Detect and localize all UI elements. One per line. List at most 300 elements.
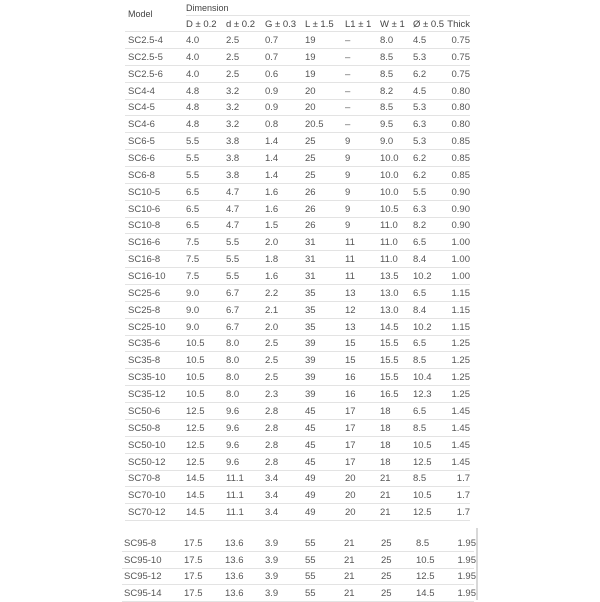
cell-thick: 1.25 [451, 338, 470, 350]
cell-thick: 1.95 [457, 587, 476, 599]
cell-l1: 12 [345, 304, 356, 316]
cell-phi: 8.5 [413, 422, 427, 434]
cell-d-inner: 5.5 [226, 271, 240, 283]
cell-d-outer: 4.0 [186, 35, 200, 46]
cell-model: SC25-8 [128, 304, 161, 316]
cell-w: 10.0 [380, 186, 399, 198]
cell-thick: 0.90 [451, 186, 470, 198]
cell-d-outer: 12.5 [186, 456, 205, 468]
cell-g: 1.6 [265, 186, 279, 198]
cell-phi: 6.2 [413, 68, 427, 80]
cell-d-inner: 13.6 [225, 571, 244, 582]
column-header-d-inner: d ± 0.2 [226, 19, 255, 30]
cell-thick: 0.85 [451, 169, 470, 181]
column-header-l: L ± 1.5 [305, 19, 334, 30]
cell-w: 10.5 [380, 203, 399, 215]
cell-thick: 1.95 [457, 538, 476, 549]
column-header-d-outer: D ± 0.2 [186, 19, 217, 30]
cell-l: 25 [305, 169, 316, 181]
cell-phi: 10.2 [413, 321, 432, 333]
cell-g: 2.8 [265, 405, 279, 417]
cell-g: 1.4 [265, 153, 279, 165]
cell-l: 31 [305, 271, 316, 283]
cell-model: SC25-10 [128, 321, 166, 333]
cell-g: 1.8 [265, 254, 279, 266]
cell-d-inner: 2.5 [226, 51, 240, 63]
cell-l1: 9 [345, 169, 351, 181]
cell-thick: 1.25 [451, 389, 470, 401]
cell-phi: 10.4 [413, 372, 432, 384]
column-header-phi: Ø ± 0.5 [413, 19, 445, 30]
table-row [125, 183, 470, 201]
cell-model: SC4-6 [128, 119, 155, 131]
cell-w: 8.0 [380, 35, 394, 46]
cell-l: 55 [305, 554, 316, 566]
cell-model: SC95-10 [124, 554, 162, 566]
cell-model: SC10-8 [128, 220, 161, 232]
cell-l1: – [345, 51, 351, 63]
cell-d-inner: 8.0 [226, 355, 240, 367]
cell-model: SC95-12 [124, 571, 162, 582]
cell-g: 0.9 [265, 85, 279, 97]
table-row [125, 385, 470, 403]
cell-phi: 12.5 [413, 507, 432, 519]
cell-l: 35 [305, 304, 316, 316]
cell-d-outer: 9.0 [186, 287, 200, 299]
cell-w: 18 [380, 456, 391, 468]
cell-d-inner: 4.7 [226, 220, 240, 232]
cell-d-inner: 3.2 [226, 102, 240, 114]
cell-l1: 17 [345, 456, 356, 468]
cell-l1: 9 [345, 186, 351, 198]
table-row [122, 551, 474, 569]
cell-d-outer: 10.5 [186, 389, 205, 401]
cell-d-outer: 5.5 [186, 169, 200, 181]
table-row [125, 82, 470, 100]
table-row [125, 334, 470, 352]
cell-l: 39 [305, 338, 316, 350]
cell-g: 3.4 [265, 473, 279, 485]
cell-thick: 1.25 [451, 372, 470, 384]
cell-l1: 20 [345, 490, 356, 502]
cell-l: 19 [305, 68, 316, 80]
cell-g: 0.6 [265, 68, 279, 80]
cell-d-inner: 11.1 [226, 473, 244, 485]
column-header-w: W ± 1 [380, 19, 405, 30]
cell-l1: – [345, 119, 351, 131]
cell-phi: 8.5 [416, 538, 430, 549]
cell-l: 25 [305, 136, 316, 148]
cell-w: 11.0 [380, 237, 398, 249]
cell-d-outer: 17.5 [184, 571, 203, 582]
cell-phi: 6.3 [413, 203, 427, 215]
cell-w: 18 [380, 422, 391, 434]
cell-l1: 21 [344, 538, 355, 549]
cell-l: 39 [305, 372, 316, 384]
cell-d-outer: 14.5 [186, 507, 205, 519]
cell-d-inner: 8.0 [226, 372, 240, 384]
cell-phi: 5.3 [413, 51, 427, 63]
cell-phi: 5.3 [413, 102, 427, 114]
cell-l: 45 [305, 405, 316, 417]
cell-phi: 6.2 [413, 169, 427, 181]
cell-l: 49 [305, 473, 316, 485]
cell-l: 45 [305, 456, 316, 468]
cell-d-inner: 6.7 [226, 321, 240, 333]
cell-phi: 8.4 [413, 304, 427, 316]
cell-d-inner: 2.5 [226, 35, 240, 46]
cell-d-inner: 6.7 [226, 287, 240, 299]
cell-g: 2.8 [265, 456, 279, 468]
cell-d-outer: 17.5 [184, 587, 203, 599]
cell-w: 11.0 [380, 254, 398, 266]
cell-thick: 1.45 [451, 422, 470, 434]
cell-thick: 1.45 [451, 439, 470, 451]
cell-w: 11.0 [380, 220, 398, 232]
cell-thick: 1.45 [451, 456, 470, 468]
cell-d-inner: 3.2 [226, 85, 240, 97]
cell-l: 26 [305, 203, 316, 215]
cell-g: 0.7 [265, 35, 279, 46]
cell-model: SC50-12 [128, 456, 166, 468]
cell-thick: 1.95 [457, 554, 476, 566]
cell-g: 1.6 [265, 203, 279, 215]
cell-model: SC2.5-4 [128, 35, 163, 46]
table-row [125, 453, 470, 471]
cell-l1: 21 [344, 587, 355, 599]
cell-g: 2.5 [265, 372, 279, 384]
table-row [125, 200, 470, 218]
cell-l1: 20 [345, 473, 356, 485]
cell-phi: 6.5 [413, 338, 427, 350]
cell-model: SC70-12 [128, 507, 166, 519]
table-row [125, 233, 470, 251]
table-row [122, 567, 474, 585]
cell-phi: 6.5 [413, 287, 427, 299]
cell-phi: 14.5 [416, 587, 435, 599]
table-row [125, 132, 470, 150]
cell-d-inner: 3.2 [226, 119, 240, 131]
cell-model: SC4-4 [128, 85, 155, 97]
cell-thick: 1.15 [451, 321, 470, 333]
cell-d-outer: 12.5 [186, 405, 205, 417]
cell-d-inner: 9.6 [226, 405, 240, 417]
cell-d-outer: 4.0 [186, 51, 200, 63]
table-row [125, 284, 470, 302]
cell-thick: 1.7 [456, 507, 470, 519]
cell-g: 2.0 [265, 321, 279, 333]
cell-l1: 15 [345, 338, 356, 350]
table-row [125, 149, 470, 167]
cell-l1: 17 [345, 422, 356, 434]
cell-d-outer: 6.5 [186, 186, 200, 198]
cell-d-inner: 9.6 [226, 439, 240, 451]
cell-g: 1.4 [265, 136, 279, 148]
cell-model: SC6-6 [128, 153, 155, 165]
table-row [125, 31, 470, 49]
cell-w: 10.0 [380, 153, 399, 165]
cell-l: 25 [305, 153, 316, 165]
divider-line [476, 528, 478, 600]
cell-phi: 6.5 [413, 237, 427, 249]
cell-d-outer: 17.5 [184, 554, 203, 566]
cell-model: SC95-14 [124, 587, 162, 599]
cell-model: SC16-6 [128, 237, 161, 249]
cell-d-inner: 13.6 [225, 538, 244, 549]
cell-w: 13.5 [380, 271, 399, 283]
cell-model: SC35-10 [128, 372, 166, 384]
cell-l1: 11 [345, 254, 355, 266]
header-dimension: Dimension [186, 3, 229, 13]
cell-model: SC25-6 [128, 287, 161, 299]
cell-d-outer: 7.5 [186, 254, 200, 266]
cell-g: 1.6 [265, 271, 279, 283]
cell-d-inner: 9.6 [226, 422, 240, 434]
cell-d-outer: 6.5 [186, 203, 200, 215]
cell-thick: 0.85 [451, 136, 470, 148]
cell-l: 20.5 [305, 119, 324, 131]
cell-model: SC35-12 [128, 389, 166, 401]
cell-d-inner: 11.1 [226, 490, 244, 502]
cell-d-inner: 11.1 [226, 507, 244, 519]
cell-phi: 4.5 [413, 85, 427, 97]
cell-model: SC35-8 [128, 355, 161, 367]
cell-thick: 0.75 [451, 51, 470, 63]
cell-g: 3.4 [265, 490, 279, 502]
cell-l1: 20 [345, 507, 356, 519]
cell-d-inner: 8.0 [226, 338, 240, 350]
cell-l: 49 [305, 507, 316, 519]
cell-w: 15.5 [380, 355, 399, 367]
column-header-thick: Thick [447, 19, 470, 30]
cell-l: 55 [305, 538, 316, 549]
cell-l1: 9 [345, 136, 351, 148]
table-row [122, 534, 474, 552]
cell-model: SC16-8 [128, 254, 161, 266]
cell-g: 3.4 [265, 507, 279, 519]
cell-w: 15.5 [380, 372, 399, 384]
cell-thick: 1.00 [451, 254, 470, 266]
cell-model: SC70-8 [128, 473, 161, 485]
cell-l: 26 [305, 220, 316, 232]
cell-l: 31 [305, 254, 316, 266]
cell-l: 35 [305, 321, 316, 333]
cell-w: 25 [381, 554, 392, 566]
cell-d-inner: 2.5 [226, 68, 240, 80]
cell-l: 45 [305, 422, 316, 434]
cell-l1: 17 [345, 405, 356, 417]
cell-thick: 1.00 [451, 237, 470, 249]
cell-thick: 0.85 [451, 153, 470, 165]
cell-l1: 16 [345, 372, 356, 384]
table-row [125, 65, 470, 83]
cell-w: 14.5 [380, 321, 399, 333]
cell-w: 21 [380, 507, 391, 519]
cell-d-outer: 4.8 [186, 102, 200, 114]
cell-d-inner: 3.8 [226, 153, 240, 165]
cell-g: 2.0 [265, 237, 279, 249]
table-row [125, 402, 470, 420]
cell-g: 2.5 [265, 338, 279, 350]
table-row [125, 351, 470, 369]
table-row [125, 469, 470, 487]
cell-w: 13.0 [380, 287, 399, 299]
cell-d-inner: 4.7 [226, 186, 240, 198]
cell-l: 45 [305, 439, 316, 451]
cell-phi: 8.2 [413, 220, 427, 232]
cell-g: 3.9 [265, 571, 279, 582]
cell-d-outer: 7.5 [186, 271, 200, 283]
cell-l1: 11 [345, 237, 355, 249]
cell-g: 0.8 [265, 119, 279, 131]
cell-phi: 10.2 [413, 271, 432, 283]
cell-thick: 1.7 [456, 490, 470, 502]
cell-d-outer: 4.8 [186, 119, 200, 131]
cell-w: 25 [381, 571, 392, 582]
cell-l: 55 [305, 587, 316, 599]
cell-d-outer: 5.5 [186, 136, 200, 148]
table-row [125, 250, 470, 268]
cell-model: SC50-10 [128, 439, 166, 451]
cell-model: SC16-10 [128, 271, 166, 283]
cell-model: SC95-8 [124, 538, 157, 549]
cell-phi: 8.5 [413, 473, 427, 485]
table-row [122, 584, 474, 602]
cell-d-outer: 7.5 [186, 237, 200, 249]
cell-l: 19 [305, 51, 316, 63]
column-header-l1: L1 ± 1 [345, 19, 372, 30]
cell-w: 15.5 [380, 338, 399, 350]
cell-w: 18 [380, 405, 391, 417]
cell-g: 1.5 [265, 220, 279, 232]
cell-phi: 6.5 [413, 405, 427, 417]
cell-l: 55 [305, 571, 316, 582]
cell-l: 31 [305, 237, 316, 249]
cell-d-outer: 9.0 [186, 321, 200, 333]
cell-w: 25 [381, 587, 392, 599]
cell-d-outer: 10.5 [186, 338, 205, 350]
cell-d-outer: 10.5 [186, 372, 205, 384]
cell-g: 0.9 [265, 102, 279, 114]
cell-l1: 16 [345, 389, 356, 401]
cell-l1: – [345, 68, 351, 80]
cell-g: 3.9 [265, 587, 279, 599]
cell-model: SC6-5 [128, 136, 155, 148]
cell-d-outer: 4.0 [186, 68, 200, 80]
cell-model: SC50-8 [128, 422, 161, 434]
cell-d-outer: 6.5 [186, 220, 200, 232]
table-row [125, 48, 470, 66]
cell-l1: 9 [345, 153, 351, 165]
cell-phi: 8.5 [413, 355, 427, 367]
cell-thick: 1.95 [457, 571, 476, 582]
cell-l1: 15 [345, 355, 356, 367]
table-row [125, 419, 470, 437]
cell-thick: 0.90 [451, 203, 470, 215]
cell-phi: 6.3 [413, 119, 427, 131]
cell-d-outer: 10.5 [186, 355, 205, 367]
column-header-row [125, 16, 470, 32]
cell-d-outer: 9.0 [186, 304, 200, 316]
cell-l1: 9 [345, 220, 351, 232]
cell-thick: 1.7 [456, 473, 470, 485]
cell-l1: – [345, 35, 351, 46]
cell-g: 3.9 [265, 554, 279, 566]
cell-g: 2.1 [265, 304, 279, 316]
cell-w: 25 [381, 538, 392, 549]
cell-phi: 8.4 [413, 254, 427, 266]
cell-w: 21 [380, 490, 391, 502]
cell-thick: 0.90 [451, 220, 470, 232]
cell-l: 39 [305, 389, 316, 401]
cell-d-inner: 8.0 [226, 389, 240, 401]
cell-w: 10.0 [380, 169, 399, 181]
cell-thick: 1.45 [451, 405, 470, 417]
table-row [125, 166, 470, 184]
cell-w: 8.2 [380, 85, 394, 97]
cell-phi: 12.5 [413, 456, 432, 468]
cell-l1: 13 [345, 321, 356, 333]
cell-d-inner: 13.6 [225, 554, 244, 566]
cell-w: 16.5 [380, 389, 399, 401]
cell-model: SC35-6 [128, 338, 161, 350]
cell-thick: 1.15 [451, 304, 470, 316]
cell-w: 9.5 [380, 119, 394, 131]
cell-thick: 1.25 [451, 355, 470, 367]
cell-g: 3.9 [265, 538, 279, 549]
cell-g: 0.7 [265, 51, 279, 63]
cell-phi: 12.3 [413, 389, 432, 401]
cell-w: 8.5 [380, 51, 394, 63]
cell-l1: 13 [345, 287, 356, 299]
cell-d-inner: 6.7 [226, 304, 240, 316]
cell-model: SC2.5-5 [128, 51, 163, 63]
cell-w: 21 [380, 473, 391, 485]
cell-thick: 0.80 [451, 119, 470, 131]
cell-l: 20 [305, 85, 316, 97]
cell-d-inner: 9.6 [226, 456, 240, 468]
cell-w: 13.0 [380, 304, 399, 316]
table-row [125, 98, 470, 116]
cell-d-inner: 5.5 [226, 237, 240, 249]
cell-l: 49 [305, 490, 316, 502]
cell-thick: 1.00 [451, 271, 470, 283]
table-row [125, 115, 470, 133]
cell-l1: 9 [345, 203, 351, 215]
cell-l1: 11 [345, 271, 355, 283]
cell-thick: 0.80 [451, 102, 470, 114]
table-row [125, 486, 470, 504]
cell-g: 2.5 [265, 355, 279, 367]
cell-phi: 10.5 [416, 554, 435, 566]
cell-w: 18 [380, 439, 391, 451]
cell-d-outer: 4.8 [186, 85, 200, 97]
cell-thick: 0.80 [451, 85, 470, 97]
cell-d-outer: 14.5 [186, 473, 205, 485]
cell-d-inner: 3.8 [226, 136, 240, 148]
cell-w: 9.0 [380, 136, 394, 148]
cell-l: 35 [305, 287, 316, 299]
cell-g: 2.2 [265, 287, 279, 299]
cell-d-outer: 5.5 [186, 153, 200, 165]
cell-d-outer: 14.5 [186, 490, 205, 502]
cell-phi: 10.5 [413, 490, 432, 502]
cell-d-inner: 4.7 [226, 203, 240, 215]
cell-g: 2.3 [265, 389, 279, 401]
cell-phi: 12.5 [416, 571, 435, 582]
cell-model: SC10-5 [128, 186, 161, 198]
cell-d-inner: 13.6 [225, 587, 244, 599]
